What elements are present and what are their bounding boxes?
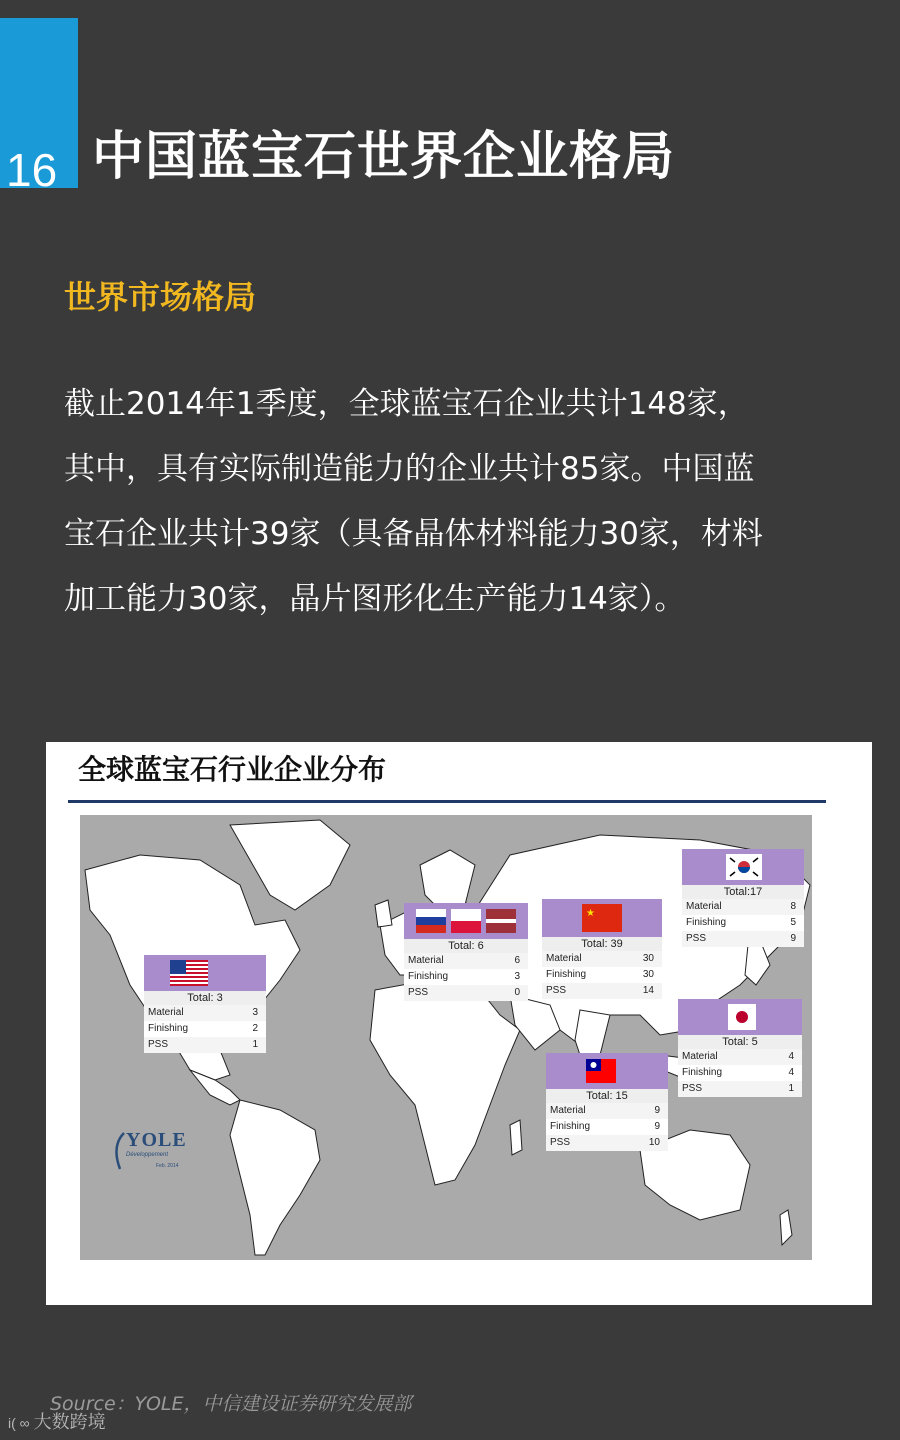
title-divider xyxy=(68,800,826,803)
yole-logo-sub: Développement xyxy=(126,1152,169,1158)
card-total: Total: 6 xyxy=(404,939,528,953)
taiwan-company-card xyxy=(546,1053,668,1151)
section-subtitle: 世界市场格局 xyxy=(64,278,257,316)
card-row: Material 8 xyxy=(682,899,804,915)
svg-text:★: ★ xyxy=(586,908,595,919)
card-row: Finishing 9 xyxy=(550,1121,660,1132)
yole-logo-name: YOLE xyxy=(126,1129,187,1151)
card-row: PSS 10 xyxy=(546,1135,668,1151)
china-company-card xyxy=(542,899,662,999)
card-header xyxy=(404,903,528,939)
brand-watermark xyxy=(8,1410,106,1436)
yole-swoosh-icon xyxy=(112,1131,126,1171)
card-row: PSS 9 xyxy=(682,931,804,947)
brand-name: 大数跨境 xyxy=(33,1412,106,1433)
europe-company-card xyxy=(404,903,528,1001)
card-header xyxy=(546,1053,668,1089)
card-row: PSS 0 xyxy=(404,985,528,1001)
card-total: Total:17 xyxy=(682,885,804,899)
card-row: Finishing 4 xyxy=(682,1067,794,1078)
card-row: PSS 1 xyxy=(144,1037,266,1053)
source-note: Source：YOLE，中信建设证券研究发展部 xyxy=(50,1393,412,1415)
japan-company-card xyxy=(678,999,802,1097)
card-total: Total: 39 xyxy=(542,937,662,951)
card-total: Total: 3 xyxy=(144,991,266,1005)
japan-flag-icon xyxy=(728,1004,756,1030)
card-header xyxy=(144,955,266,991)
card-row: Material 3 xyxy=(144,1005,266,1021)
figure-panel xyxy=(46,742,872,1305)
card-row: Finishing 2 xyxy=(148,1023,258,1034)
korea-flag-icon xyxy=(726,854,762,880)
card-header xyxy=(678,999,802,1035)
card-row: Finishing 3 xyxy=(408,971,520,982)
section-number: 16 xyxy=(6,144,58,196)
yole-logo-date: Feb. 2014 xyxy=(156,1163,179,1169)
card-total: Total: 5 xyxy=(678,1035,802,1049)
taiwan-flag-icon xyxy=(586,1059,616,1083)
russia-poland-latvia-flags-icon xyxy=(416,909,516,933)
card-header xyxy=(682,849,804,885)
paragraph-line: 截止2014年1季度，全球蓝宝石企业共计148家， xyxy=(64,386,749,422)
usa-company-card xyxy=(144,955,266,1053)
paragraph-line: 宝石企业共计39家（具备晶体材料能力30家，材料 xyxy=(64,516,763,552)
section-number-badge xyxy=(0,18,78,196)
korea-company-card xyxy=(682,849,804,947)
figure-title: 全球蓝宝石行业企业分布 xyxy=(78,753,387,786)
card-row: Finishing 5 xyxy=(686,917,796,928)
yole-logo xyxy=(112,1125,192,1175)
usa-flag-icon xyxy=(170,960,208,986)
world-map xyxy=(80,815,812,1260)
card-total: Total: 15 xyxy=(546,1089,668,1103)
card-row: Material 30 xyxy=(542,951,662,967)
card-row: PSS 1 xyxy=(678,1081,802,1097)
page-title: 中国蓝宝石世界企业格局 xyxy=(92,127,676,187)
paragraph-line: 其中，具有实际制造能力的企业共计85家。中国蓝 xyxy=(64,451,755,487)
card-row: Material 6 xyxy=(404,953,528,969)
body-paragraph xyxy=(64,372,872,632)
card-row: Material 4 xyxy=(678,1049,802,1065)
card-row: PSS 14 xyxy=(542,983,662,999)
paragraph-line: 加工能力30家，晶片图形化生产能力14家）。 xyxy=(64,581,686,617)
card-row: Finishing 30 xyxy=(546,969,654,980)
card-header xyxy=(542,899,662,937)
brand-logo-icon: i( ∞ xyxy=(8,1415,30,1431)
china-flag-icon xyxy=(582,904,622,932)
card-row: Material 9 xyxy=(546,1103,668,1119)
